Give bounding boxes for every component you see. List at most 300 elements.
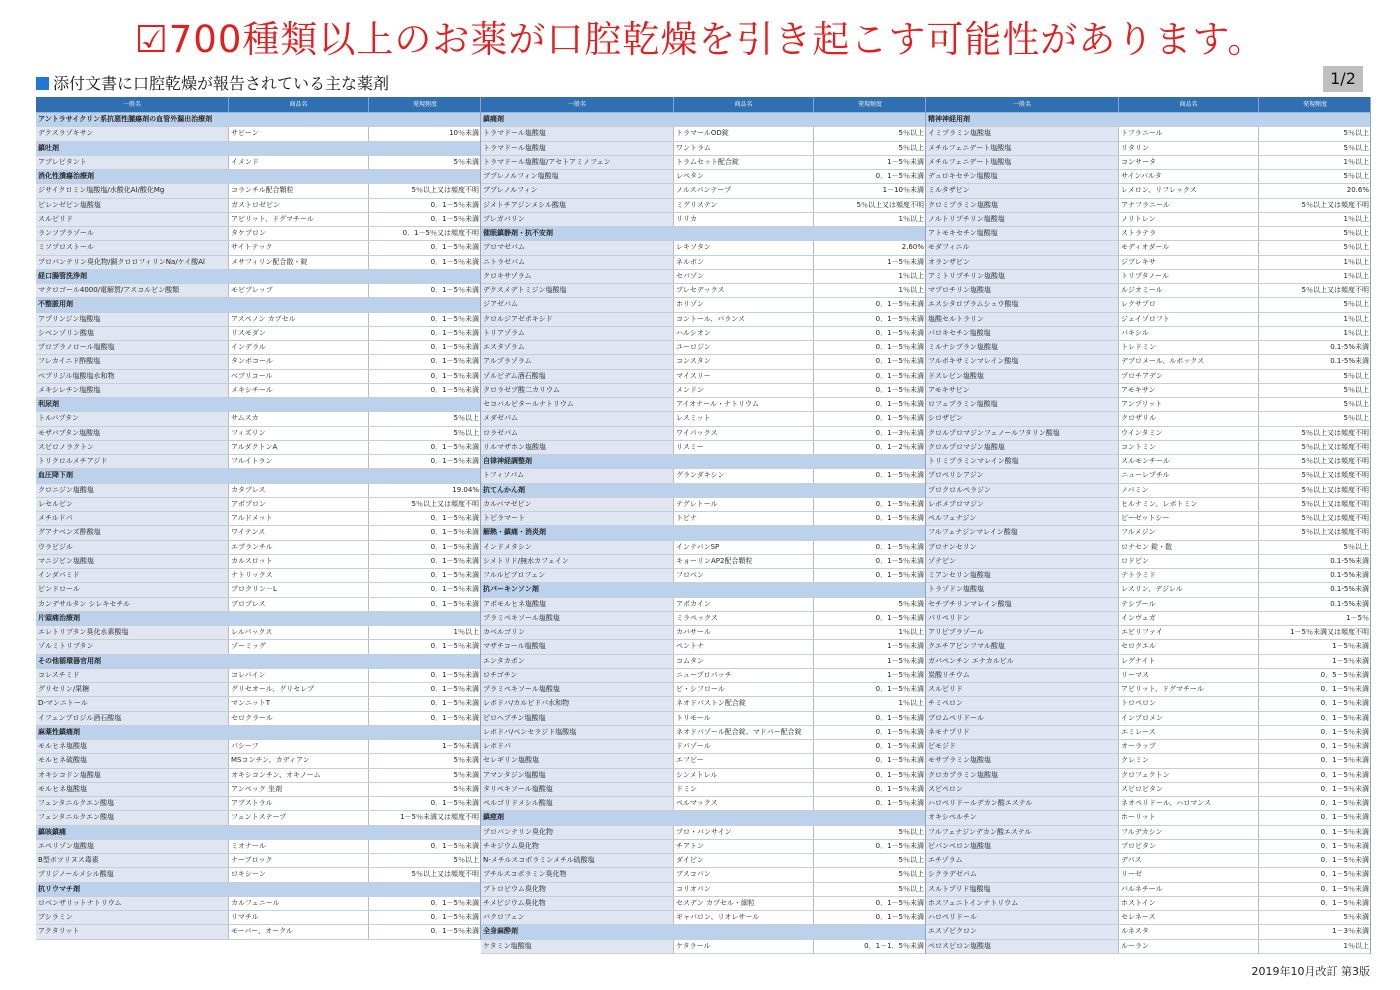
product-name-cell: リスミー [674, 441, 814, 454]
generic-name-cell: アプリンジン塩酸塩 [36, 313, 229, 326]
frequency-cell: 1－3％未満 [1332, 927, 1369, 936]
frequency-cell: 20.6% [1346, 186, 1369, 195]
generic-name-cell: セレギリン塩酸塩 [481, 754, 674, 767]
table-row [36, 640, 480, 654]
frequency-cell: 5％以上又は頻度不明 [1301, 499, 1369, 508]
product-name-cell: ジェイゾロフト [1119, 313, 1259, 326]
product-name-cell: テトラミド [1119, 569, 1259, 582]
frequency-cell: 0．1－5％未満 [1320, 813, 1369, 822]
frequency-cell: 0．1－5％未満 [430, 371, 479, 380]
table-row [481, 612, 925, 626]
subtitle [36, 73, 389, 95]
frequency-cell: 0．1－5％未満 [875, 841, 924, 850]
generic-name-cell: レボメプロマジン [926, 498, 1119, 511]
frequency-cell: 5％以上 [453, 856, 479, 864]
product-name-cell: コリオパン [674, 883, 814, 896]
frequency-cell: 2.60% [901, 243, 924, 252]
frequency-cell: 0．1－5％未満 [430, 243, 479, 252]
frequency-cell: 1％以上 [1343, 271, 1369, 280]
product-name-cell: レルパックス [229, 626, 369, 639]
frequency-cell: 0．1－5％未満 [875, 713, 924, 722]
product-name-cell: ガストロゼピン [229, 199, 369, 212]
frequency-cell: 0．1－5％未満 [430, 328, 479, 337]
product-name-cell: カルフェニール [229, 897, 369, 910]
table-row [926, 868, 1370, 882]
generic-name-cell: プロパンテリン臭化物 [481, 826, 674, 839]
product-name-cell: トピナ [674, 512, 814, 525]
frequency-cell: 5％未満 [453, 756, 479, 765]
product-name-cell: ホーリット [1119, 811, 1259, 824]
generic-name-cell: ブトロピウム臭化物 [481, 883, 674, 896]
generic-name-cell: クロルプロマジンフェノールフタリン酸塩 [926, 427, 1119, 440]
product-name-cell: インテバンSP [674, 541, 814, 554]
generic-name-cell: カルバマゼピン [481, 498, 674, 511]
product-name-cell: ノリトレン [1119, 213, 1259, 226]
table-row [481, 370, 925, 384]
frequency-cell: 1－5％ [1346, 613, 1369, 622]
generic-name-cell: メチルフェニデート塩酸塩 [926, 156, 1119, 169]
generic-name-cell: プリジノールメシル酸塩 [36, 868, 229, 881]
generic-name-cell: トピラマート [481, 512, 674, 525]
table-row [926, 769, 1370, 783]
table-row [36, 555, 480, 569]
table-row [926, 384, 1370, 398]
frequency-cell: 0.1-5%未満 [1330, 571, 1369, 579]
product-name-cell: デプロメール、ルボックス [1119, 355, 1259, 368]
generic-name-cell: ロラゼパム [481, 427, 674, 440]
generic-name-cell: モルヒネ硫酸塩 [36, 754, 229, 767]
generic-name-cell: クロラゼプ酸二カリウム [481, 384, 674, 397]
frequency-cell: 0．1－5％未満 [430, 556, 479, 565]
generic-name-cell: プラミペキソール塩酸塩 [481, 612, 674, 625]
generic-name-cell: ランソプラゾール [36, 227, 229, 240]
product-name-cell: ロキシーン [229, 868, 369, 881]
frequency-cell: 1％以上 [453, 628, 479, 636]
product-name-cell: インプロメン [1119, 712, 1259, 725]
table-row [36, 284, 480, 298]
generic-name-cell: モルヒネ塩酸塩 [36, 740, 229, 753]
generic-name-cell: ブシラミン [36, 911, 229, 924]
category-label: 抗パーキンソン剤 [483, 585, 539, 594]
generic-name-cell: ミソプロストール [36, 241, 229, 254]
product-name-cell: リタリン [1119, 142, 1259, 155]
page-badge: 1/2 [1323, 66, 1363, 92]
table-row [926, 156, 1370, 170]
category-row [481, 484, 925, 498]
table-row [481, 555, 925, 569]
generic-name-cell: ジアゼパム [481, 298, 674, 311]
product-name-cell: コントミン [1119, 441, 1259, 454]
generic-name-cell: エンタカポン [481, 655, 674, 668]
product-name-cell: クロザリル [1119, 412, 1259, 425]
frequency-cell: 0．1－5％未満 [875, 414, 924, 423]
generic-name-cell: バクロフェン [481, 911, 674, 924]
category-label: 鎮痙剤 [483, 813, 504, 822]
category-label: 片頭痛治療剤 [38, 613, 80, 622]
generic-name-cell: デクスラゾキサン [36, 127, 229, 140]
table-row [481, 384, 925, 398]
table-row [36, 512, 480, 526]
product-name-cell: ジプレキサ [1119, 256, 1259, 269]
square-bullet-icon [36, 77, 49, 90]
table-row [926, 355, 1370, 369]
product-name-cell: クレミン [1119, 754, 1259, 767]
frequency-cell: 1％以上 [1343, 941, 1369, 950]
generic-name-cell: リルマザホン塩酸塩 [481, 441, 674, 454]
frequency-cell: 0．1－5％未満 [875, 499, 924, 508]
table-row [36, 441, 480, 455]
frequency-cell: 1－5％未満 [887, 656, 924, 665]
generic-name-cell: コレスチミド [36, 669, 229, 682]
table-row [481, 669, 925, 683]
generic-name-cell: 炭酸リチウム [926, 669, 1119, 682]
generic-name-cell: レボドパ [481, 740, 674, 753]
frequency-cell: 1－5％未満 [1332, 642, 1369, 651]
table-row [926, 911, 1370, 925]
product-name-cell: ノルスパンテープ [674, 184, 814, 197]
table-column-2 [481, 97, 926, 954]
generic-name-cell: インダパミド [36, 569, 229, 582]
generic-name-cell: モダフィニル [926, 241, 1119, 254]
generic-name-cell: ブチルスコポラミン臭化物 [481, 868, 674, 881]
table-row [481, 854, 925, 868]
product-name-cell: ノバミン [1119, 484, 1259, 497]
table-row [926, 526, 1370, 540]
product-name-cell: リマチル [229, 911, 369, 924]
product-name-cell: セレネース [1119, 911, 1259, 924]
frequency-cell: 5％以上又は頻度不明 [1301, 442, 1369, 451]
frequency-cell: 0．1－5％未満 [875, 613, 924, 622]
table-row [926, 199, 1370, 213]
frequency-cell: 0．1－5％未満 [1320, 742, 1369, 750]
frequency-cell: 0．1－5％未満 [1320, 699, 1369, 708]
product-name-cell: トレドミン [1119, 341, 1259, 354]
frequency-cell: 0．1－3％未満 [875, 428, 924, 437]
generic-name-cell: エチゾラム [926, 854, 1119, 867]
generic-name-cell: スルピリド [36, 213, 229, 226]
product-name-cell: バルネチール [1119, 883, 1259, 896]
generic-name-cell: フルルビプロフェン [481, 569, 674, 582]
generic-name-cell: ハロペリドールデカン酸エステル [926, 797, 1119, 810]
table-row [36, 740, 480, 754]
frequency-cell: 0．1－5％未満 [430, 442, 479, 451]
generic-name-cell: プロクロルペラジン [926, 484, 1119, 497]
generic-name-cell: フルフェナジンマレイン酸塩 [926, 526, 1119, 539]
frequency-cell: 0．1－5％未満 [430, 214, 479, 223]
table-row [481, 512, 925, 526]
product-name-cell: ストラテラ [1119, 227, 1259, 240]
product-name-cell: テグレトール [674, 498, 814, 511]
table-row [481, 199, 925, 213]
generic-name-cell: ピレンゼピン塩酸塩 [36, 199, 229, 212]
table-row [481, 840, 925, 854]
generic-name-cell: セチプチリンマレイン酸塩 [926, 598, 1119, 611]
frequency-cell: 0．1－5％未満 [430, 571, 479, 579]
generic-name-cell: オキシペルチン [926, 811, 1119, 824]
frequency-cell: 0．1－5％未満 [1320, 898, 1369, 907]
frequency-cell: 5％以上 [898, 856, 924, 864]
table-row [926, 883, 1370, 897]
product-name-cell: ルネスタ [1119, 925, 1259, 938]
table-row [36, 241, 480, 255]
product-name-cell: アルダクトンA [229, 441, 369, 454]
generic-name-cell: シクラデゼパム [926, 868, 1119, 881]
generic-name-cell: レボドパ/カルビドパ水和物 [481, 697, 674, 710]
frequency-cell: 5％以上 [1343, 542, 1369, 551]
generic-name-cell: インドメタシン [481, 541, 674, 554]
generic-name-cell: 塩酸セルトラリン [926, 313, 1119, 326]
frequency-cell: 5％以上 [1343, 229, 1369, 237]
table-row [926, 783, 1370, 797]
table-row [481, 883, 925, 897]
generic-name-cell: パロキセチン塩酸塩 [926, 327, 1119, 340]
generic-name-cell: ゾルミトリプタン [36, 640, 229, 653]
frequency-cell: 5％未満 [453, 784, 479, 793]
table-row [481, 341, 925, 355]
product-name-cell: レスミット [674, 412, 814, 425]
table-row [926, 655, 1370, 669]
category-row [36, 883, 480, 897]
frequency-cell: 1－10％未満 [882, 186, 924, 195]
product-name-cell: ニューレプチル [1119, 469, 1259, 482]
table-row [481, 469, 925, 483]
table-row [926, 370, 1370, 384]
table-row [36, 327, 480, 341]
table-row [926, 398, 1370, 412]
table-row [926, 484, 1370, 498]
frequency-cell: 0．1－5％未満 [430, 642, 479, 651]
frequency-cell: 0．1－5％未満 [430, 314, 479, 323]
generic-name-cell: ブロマゼパム [481, 241, 674, 254]
product-name-cell: プロ・バンサイン [674, 826, 814, 839]
table-row [36, 897, 480, 911]
generic-name-cell: ジサイクロミン塩酸塩/水酸化Al/酸化Mg [36, 184, 229, 197]
table-row [481, 868, 925, 882]
frequency-cell: 0．1－5％未満 [875, 314, 924, 323]
generic-name-cell: プレガバリン [481, 213, 674, 226]
table-row [481, 298, 925, 312]
frequency-cell: 0．1－5％未満 [875, 799, 924, 807]
product-name-cell: サインバルタ [1119, 170, 1259, 183]
product-name-cell: メンドン [674, 384, 814, 397]
generic-name-cell: ホスフェニトインナトリウム [926, 897, 1119, 910]
product-name-cell: コムタン [674, 655, 814, 668]
generic-name-cell: アマンタジン塩酸塩 [481, 769, 674, 782]
frequency-cell: 0．1－5％未満 [430, 713, 479, 722]
product-name-cell: レスリン、デジレル [1119, 583, 1259, 596]
generic-name-cell: トリアゾラム [481, 327, 674, 340]
frequency-cell: 1－5％未満 [887, 642, 924, 651]
frequency-cell: 5％以上又は頻度不明 [1301, 528, 1369, 537]
product-name-cell: サムスカ [229, 412, 369, 425]
category-label: 全身麻酔剤 [483, 927, 518, 936]
generic-name-cell: メチルフェニデート塩酸塩 [926, 142, 1119, 155]
generic-name-cell: モザバプタン塩酸塩 [36, 427, 229, 440]
table-row [481, 655, 925, 669]
generic-name-cell: チキジウム臭化物 [481, 840, 674, 853]
product-name-cell: トラムセット配合錠 [674, 156, 814, 169]
product-name-cell: ユーロジン [674, 341, 814, 354]
frequency-cell: 0．1－5％未満 [430, 599, 479, 608]
product-name-cell: レグナイト [1119, 655, 1259, 668]
table-row [36, 427, 480, 441]
table-row [926, 925, 1370, 939]
table-row [926, 469, 1370, 483]
generic-name-cell: トリミプラミンマレイン酸塩 [926, 455, 1119, 468]
generic-name-cell: ペルゴリドメシル酸塩 [481, 797, 674, 810]
frequency-cell: 0．1－5％未満 [875, 756, 924, 765]
table-row [36, 811, 480, 825]
category-label: 鎮痛剤 [483, 115, 504, 123]
generic-name-cell: アモキサピン [926, 384, 1119, 397]
generic-name-cell: ロベンザリットナトリウム [36, 897, 229, 910]
table-row [926, 213, 1370, 227]
product-name-cell: コレバイン [229, 669, 369, 682]
generic-name-cell: エレトリプタン臭化水素酸塩 [36, 626, 229, 639]
generic-name-cell: スピペロン [926, 783, 1119, 796]
product-name-cell: ミラペックス [674, 612, 814, 625]
frequency-cell: 0.1-5%未満 [1330, 357, 1369, 366]
table-row [926, 583, 1370, 597]
product-name-cell: テシプール [1119, 598, 1259, 611]
table-row [36, 626, 480, 640]
table-row [36, 127, 480, 141]
frequency-cell: 1％以上 [898, 628, 924, 636]
table-row [926, 142, 1370, 156]
product-name-cell: ナトリックス [229, 569, 369, 582]
headline: ☑700種類以上のお薬が口腔乾燥を引き起こす可能性があります。 [134, 18, 1266, 61]
frequency-cell: 5％以上 [1343, 385, 1369, 394]
frequency-cell: 0．1－5％未満 [875, 385, 924, 394]
generic-name-cell: ベプリジル塩酸塩水和物 [36, 370, 229, 383]
table-row [481, 754, 925, 768]
product-name-cell: グリセオール、グリセレブ [229, 683, 369, 696]
frequency-cell: 5％以上 [1343, 371, 1369, 380]
product-name-cell: プロチアデン [1119, 370, 1259, 383]
product-name-cell: コンスタン [674, 355, 814, 368]
frequency-cell: 0．1－5％未満 [430, 457, 479, 465]
frequency-cell: 5％以上又は頻度不明 [1301, 485, 1369, 494]
product-name-cell: トフラニール [1119, 127, 1259, 140]
generic-name-cell: メダゼパム [481, 412, 674, 425]
product-name-cell: サビーン [229, 127, 369, 140]
frequency-cell: 5％以上 [1343, 129, 1369, 138]
generic-name-cell: フルフェナジンデカン酸エステル [926, 826, 1119, 839]
generic-name-cell: ゾルピデム酒石酸塩 [481, 370, 674, 383]
header-generic-name: 一般名 [926, 97, 1119, 112]
frequency-cell: 0．1－5％未満 [1320, 841, 1369, 850]
category-row [36, 270, 480, 284]
category-row [481, 526, 925, 540]
product-name-cell: モビプレップ [229, 284, 369, 297]
category-label: 経口腸管洗浄剤 [38, 271, 87, 280]
generic-name-cell: シメトリド/無水カフェイン [481, 555, 674, 568]
table-row [481, 284, 925, 298]
frequency-cell: 5％未満 [1343, 913, 1369, 921]
table-row [481, 427, 925, 441]
generic-name-cell: ブロムペリドール [926, 712, 1119, 725]
frequency-cell: 1－5％未満 [442, 742, 479, 750]
frequency-cell: 0．1－5％未満 [430, 670, 479, 679]
product-name-cell: ネオペリドール、ハロマンス [1119, 797, 1259, 810]
frequency-cell: 0．1－5％未満 [875, 471, 924, 480]
generic-name-cell: マニジピン塩酸塩 [36, 555, 229, 568]
table-row [36, 227, 480, 241]
frequency-cell: 1－5％未満 [887, 257, 924, 266]
generic-name-cell: クロカプラミン塩酸塩 [926, 769, 1119, 782]
frequency-cell: 1％以上 [1343, 214, 1369, 223]
category-row [481, 583, 925, 597]
table-row [926, 840, 1370, 854]
table-row [926, 127, 1370, 141]
table-row [36, 313, 480, 327]
table-row [926, 712, 1370, 726]
table-row [481, 313, 925, 327]
product-name-cell: アモキサン [1119, 384, 1259, 397]
product-name-cell: レクサプロ [1119, 298, 1259, 311]
table-row [481, 740, 925, 754]
generic-name-cell: マプロチリン塩酸塩 [926, 284, 1119, 297]
table-row [36, 712, 480, 726]
generic-name-cell: エスタゾラム [481, 341, 674, 354]
generic-name-cell: カベルゴリン [481, 626, 674, 639]
generic-name-cell: オキシコドン塩酸塩 [36, 769, 229, 782]
product-name-cell: パシーフ [229, 740, 369, 753]
generic-name-cell: ウラピジル [36, 541, 229, 554]
frequency-cell: 1－5％未満又は頻度不明 [1290, 628, 1369, 636]
table-header-row [481, 97, 925, 113]
frequency-cell: 0．1－5％未満 [430, 542, 479, 551]
product-name-cell: アイオナール・ナトリウム [674, 398, 814, 411]
table-row [36, 797, 480, 811]
table-row [481, 797, 925, 811]
table-row [36, 498, 480, 512]
generic-name-cell: モルヒネ塩酸塩 [36, 783, 229, 796]
product-name-cell: トラマールOD錠 [674, 127, 814, 140]
table-row [481, 940, 925, 954]
frequency-cell: 0．1－5％未満 [875, 343, 924, 351]
table-row [481, 911, 925, 925]
category-row [36, 113, 480, 127]
product-name-cell: クロフェクトン [1119, 769, 1259, 782]
generic-name-cell: D-マンニトール [36, 697, 229, 710]
product-name-cell: ウインタミン [1119, 427, 1259, 440]
generic-name-cell: タリペキソール塩酸塩 [481, 783, 674, 796]
table-row [481, 355, 925, 369]
header-product-name: 商品名 [1119, 97, 1259, 112]
generic-name-cell: エスゾピクロン [926, 925, 1119, 938]
category-row [481, 811, 925, 825]
product-name-cell: リーマス [1119, 669, 1259, 682]
table-row [926, 241, 1370, 255]
table-row [926, 284, 1370, 298]
table-row [926, 512, 1370, 526]
generic-name-cell: メチルドパ [36, 512, 229, 525]
frequency-cell: 0．1－5％未満 [875, 685, 924, 693]
product-name-cell: アスペノン カプセル [229, 313, 369, 326]
product-name-cell: アビリット、ドグマチール [229, 213, 369, 226]
frequency-cell: 10％未満 [449, 129, 479, 138]
product-name-cell: アビリット、ドグマチール [1119, 683, 1259, 696]
table-row [481, 769, 925, 783]
table-row [481, 598, 925, 612]
frequency-cell: 0．1－5％未満 [1320, 827, 1369, 836]
table-row [481, 783, 925, 797]
table-row [926, 598, 1370, 612]
table-row [481, 712, 925, 726]
header-frequency: 発現頻度 [1302, 101, 1327, 108]
revision-footer: 2019年10月改訂 第3版 [1251, 965, 1370, 978]
